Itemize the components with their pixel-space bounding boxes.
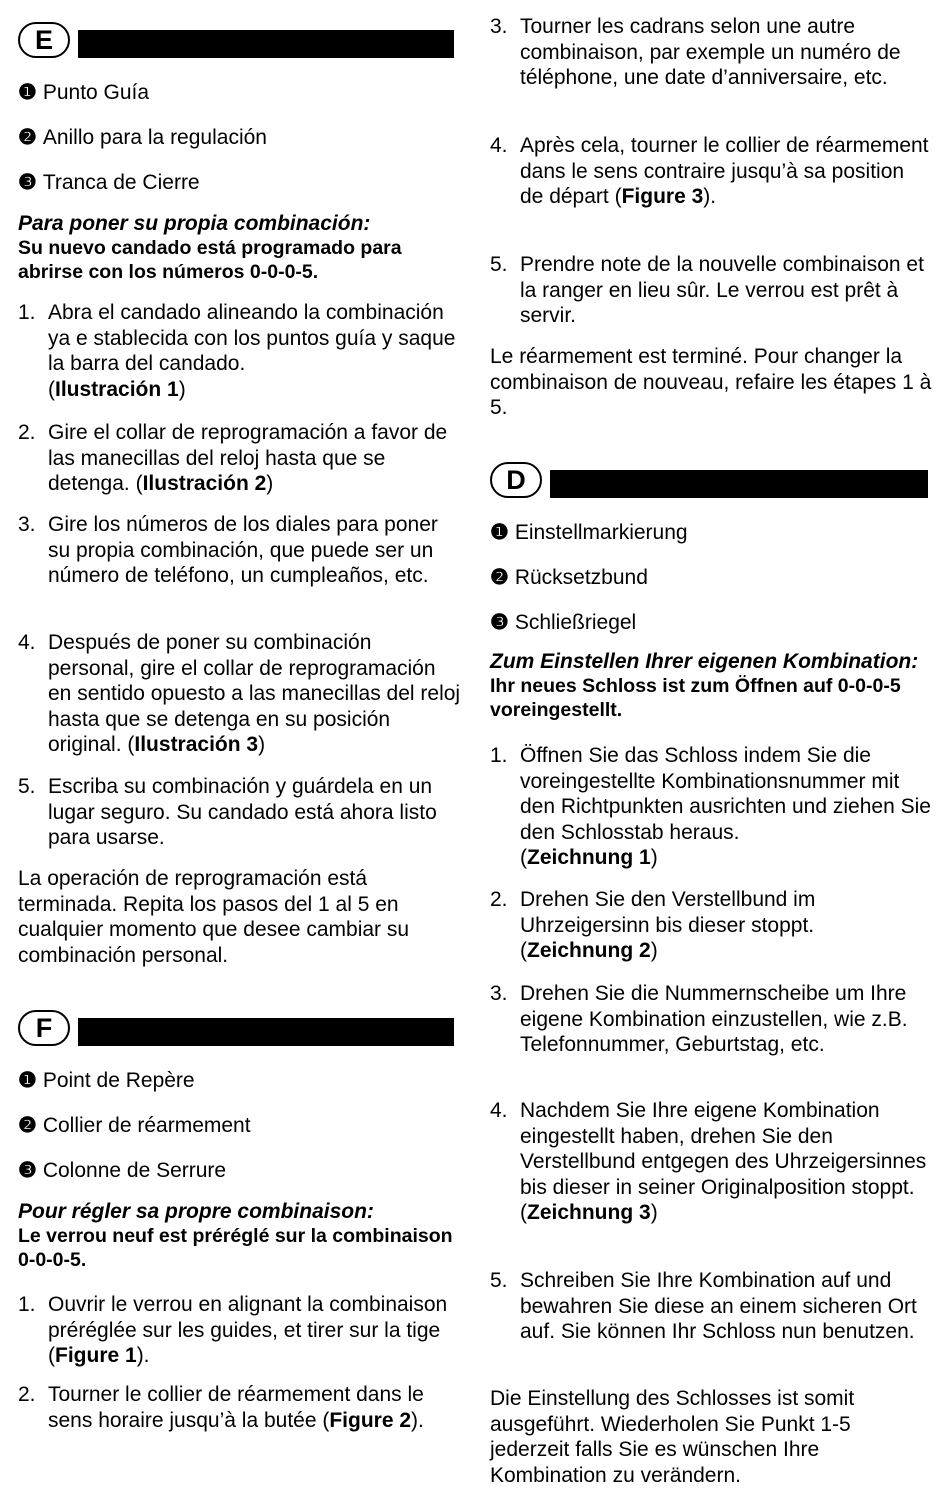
part-label: Anillo para la regulación	[42, 126, 267, 149]
step-item	[490, 1098, 932, 1226]
step-text: Gire los números de los diales para poner su propia combinación, que puede ser un número de teléfono, un cumpleaños, etc.	[48, 513, 438, 587]
step-item	[490, 887, 932, 964]
part-label: Rücksetzbund	[514, 566, 648, 589]
step-item	[490, 743, 938, 871]
instructions-intro-text: Le verrou neuf est préréglé sur la combinaison 0-0-0-5.	[18, 1225, 453, 1271]
french-header	[18, 1010, 454, 1050]
step-item	[490, 133, 932, 210]
figure-reference: Zeichnung 3	[527, 1201, 651, 1224]
ref-close: )	[650, 1201, 658, 1224]
part-item	[18, 170, 200, 195]
step-number: 5.	[490, 253, 508, 276]
german-header	[490, 462, 928, 502]
header-bar	[550, 470, 928, 498]
part-item	[18, 80, 149, 105]
step-number: 2.	[18, 1383, 36, 1406]
part-marker: ❸	[18, 1159, 37, 1182]
part-marker: ❷	[18, 1114, 37, 1137]
step-item	[18, 630, 462, 758]
spanish-header	[18, 22, 454, 62]
step-text: Gire el collar de reprogramación a favor de las manecillas del reloj hasta que se detenga.	[48, 421, 448, 495]
step-text: Drehen Sie die Nummernscheibe um Ihre eigene Kombination einzustellen, wie z.B. Telefonnummer, Geburtstag, etc.	[520, 982, 908, 1056]
language-badge: F	[18, 1010, 70, 1046]
step-number: 2.	[490, 888, 508, 911]
step-item	[490, 252, 932, 329]
part-item	[490, 565, 648, 590]
part-label: Tranca de Cierre	[42, 171, 200, 194]
step-number: 2.	[18, 421, 36, 444]
language-badge: E	[18, 22, 70, 58]
part-item	[490, 520, 688, 545]
ref-close: ).	[703, 185, 717, 208]
part-label: Colonne de Serrure	[42, 1159, 227, 1182]
step-number: 1.	[490, 744, 508, 767]
figure-reference: Zeichnung 2	[527, 939, 651, 962]
step-text: Escriba su combinación y guárdela en un lugar seguro. Su candado está ahora listo para usarse.	[48, 775, 437, 849]
step-number: 3.	[490, 982, 508, 1005]
step-item	[18, 1292, 460, 1369]
instructions-heading: Zum Einstellen Ihrer eigenen Kombination:	[490, 650, 919, 673]
step-item	[490, 14, 932, 91]
ref-close: )	[266, 472, 274, 495]
figure-reference: Figure 1	[55, 1344, 137, 1367]
header-bar	[78, 1018, 454, 1046]
ref-open: (	[520, 939, 527, 962]
instructions-heading: Para poner su propia combinación:	[18, 212, 371, 235]
ref-open: (	[127, 733, 135, 756]
part-item	[490, 610, 636, 635]
step-number: 4.	[490, 1099, 508, 1122]
step-number: 3.	[18, 513, 36, 536]
step-item	[18, 774, 460, 851]
part-marker: ❶	[490, 521, 509, 544]
ref-open: (	[520, 846, 527, 869]
instructions-intro	[18, 1200, 458, 1272]
ref-close: )	[178, 377, 186, 401]
step-text: Ouvrir le verrou en alignant la combinaison préréglée sur les guides, et tirer sur la tige (	[48, 1293, 448, 1367]
french-section	[18, 1010, 454, 1050]
part-label: Schließriegel	[514, 611, 637, 634]
instructions-intro	[18, 212, 458, 284]
part-marker: ❶	[18, 1069, 37, 1092]
ref-close: ).	[136, 1344, 150, 1367]
part-marker: ❸	[490, 611, 509, 634]
step-item	[490, 1268, 932, 1345]
step-text: Tourner les cadrans selon une autre combinaison, par exemple un numéro de téléphone, une date d’anniversaire, etc.	[520, 15, 901, 89]
figure-reference: Ilustración 1	[55, 377, 179, 401]
part-label: Punto Guía	[42, 81, 150, 104]
step-text: Abra el candado alineando la combinación ya e stablecida con los puntos guía y saque la barra del candado.	[48, 301, 456, 375]
ref-close: )	[650, 939, 658, 962]
step-item	[18, 420, 460, 497]
figure-reference: Figure 3	[621, 185, 704, 208]
step-number: 1.	[18, 1293, 36, 1316]
instructions-intro	[490, 650, 935, 722]
ref-close: )	[650, 846, 658, 869]
step-number: 5.	[490, 1269, 508, 1292]
step-text: Après cela, tourner le collier de réarmement dans le sens contraire jusqu’à sa position de départ (	[520, 134, 929, 208]
step-text: Drehen Sie den Verstellbund im Uhrzeigersinn bis dieser stoppt.	[520, 888, 816, 937]
ref-close: ).	[411, 1408, 424, 1432]
step-item	[490, 981, 938, 1058]
instructions-intro-text: Ihr neues Schloss ist zum Öffnen auf 0-0-0-5 voreingestellt.	[490, 675, 901, 721]
instructions-heading: Pour régler sa propre combinaison:	[18, 1200, 374, 1223]
step-number: 5.	[18, 775, 36, 798]
part-item	[18, 1068, 195, 1093]
ref-open: (	[135, 472, 143, 495]
step-text: Prendre note de la nouvelle combinaison et la ranger en lieu sûr. Le verrou est prêt à servir.	[520, 253, 924, 327]
part-label: Collier de réarmement	[42, 1114, 251, 1137]
instructions-intro-text: Su nuevo candado está programado para abrirse con los números 0-0-0-5.	[18, 237, 402, 283]
header-bar	[78, 30, 454, 58]
part-marker: ❶	[18, 81, 37, 104]
ref-open: (	[48, 377, 55, 401]
part-marker: ❷	[18, 126, 37, 149]
part-label: Einstellmarkierung	[514, 521, 688, 544]
part-marker: ❸	[18, 171, 37, 194]
figure-reference: Ilustración 2	[142, 472, 267, 495]
step-number: 4.	[490, 134, 508, 157]
part-label: Point de Repère	[42, 1069, 195, 1092]
step-item	[18, 1382, 460, 1433]
step-text: Nachdem Sie Ihre eigene Kombination eingestellt haben, drehen Sie den Verstellbund entgegen des Uhrzeigersinnes bis dieser in seiner Originalposition stoppt. (	[520, 1099, 927, 1224]
step-number: 1.	[18, 301, 36, 324]
part-item	[18, 1158, 226, 1183]
step-number: 3.	[490, 15, 508, 38]
part-marker: ❷	[490, 566, 509, 589]
ref-close: )	[258, 733, 266, 756]
german-section	[490, 462, 928, 502]
closing-text: La operación de reprogramación está terminada. Repita los pasos del 1 al 5 en cualquier momento que desee cambiar su combinación personal.	[18, 867, 410, 967]
step-item	[18, 512, 460, 589]
figure-reference: Zeichnung 1	[527, 846, 651, 869]
figure-reference: Ilustración 3	[134, 733, 259, 756]
part-item	[18, 1113, 251, 1138]
step-text: Después de poner su combinación personal, gire el collar de reprogramación en sentido opuesto a las manecillas del reloj hasta que se detenga en su posición original.	[48, 631, 461, 756]
spanish-section	[18, 22, 454, 62]
part-item	[18, 125, 267, 150]
figure-reference: Figure 2	[329, 1408, 412, 1432]
step-item	[18, 300, 458, 402]
closing-text: Le réarmement est terminé. Pour changer la combinaison de nouveau, refaire les étapes 1 à 5.	[490, 345, 932, 419]
step-text: Öffnen Sie das Schloss indem Sie die voreingestellte Kombinationsnummer mit den Richtpunkten ausrichten und ziehen Sie den Schlosstab heraus.	[520, 744, 931, 844]
closing-text: Die Einstellung des Schlosses ist somit ausgeführt. Wiederholen Sie Punkt 1-5 jederzeit falls Sie es wünschen Ihre Kombination zu verändern.	[490, 1387, 855, 1487]
step-text: Tourner le collier de réarmement dans le sens horaire jusqu’à la butée (	[48, 1383, 424, 1432]
step-text: Schreiben Sie Ihre Kombination auf und bewahren Sie diese an einem sicheren Ort auf. Sie können Ihr Schloss nun benutzen.	[520, 1269, 917, 1343]
step-number: 4.	[18, 631, 36, 654]
language-badge: D	[490, 462, 542, 498]
